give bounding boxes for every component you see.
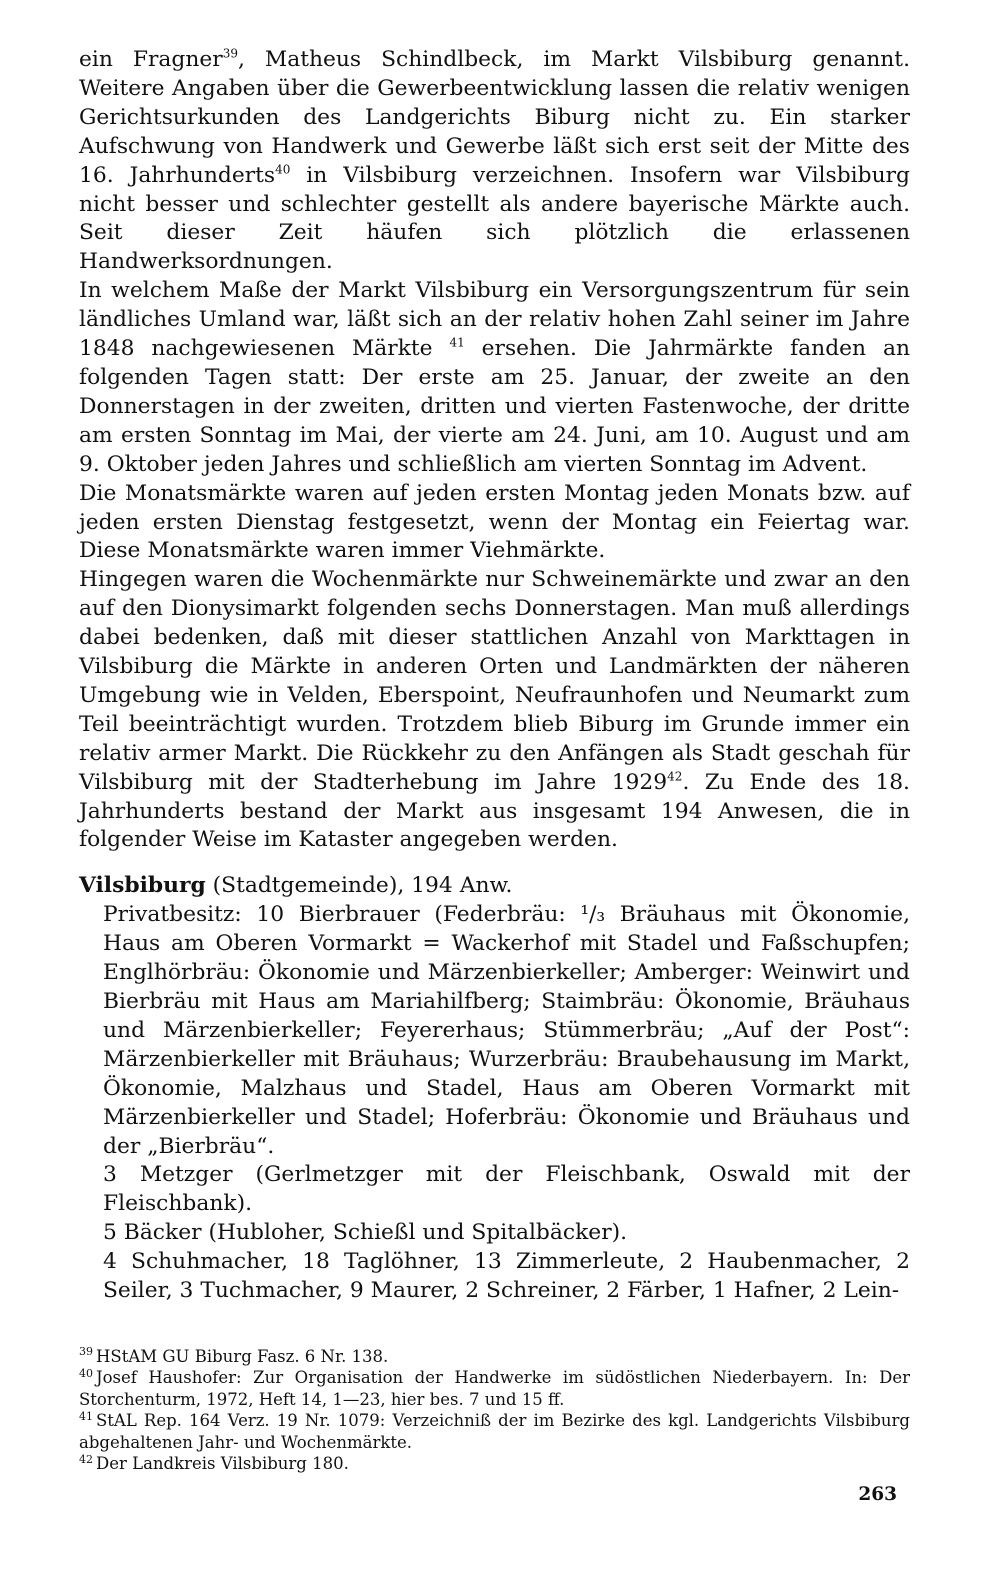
footnote-text: StAL Rep. 164 Verz. 19 Nr. 1079: Verzeichniß der im Bezirke des kgl. Landgerichts Vilsbiburg abgehaltenen Jahr- und Wochenmärkte. bbox=[79, 1411, 910, 1452]
footnote-ref: 41 bbox=[449, 335, 465, 350]
footnote-number: 39 bbox=[79, 1345, 93, 1359]
footnote-text: HStAM GU Biburg Fasz. 6 Nr. 138. bbox=[96, 1346, 389, 1366]
main-text bbox=[79, 46, 910, 1306]
entry-baecker: 5 Bäcker (Hubloher, Schießl und Spitalbäcker). bbox=[103, 1220, 628, 1246]
footnote-39 bbox=[79, 1346, 910, 1367]
footnote-ref: 39 bbox=[222, 46, 238, 61]
paragraph-text: , Matheus Schindlbeck, im Markt Vilsbiburg genannt. Weitere Angaben über die Gewerbeentwicklung lassen die relativ wenigen Gerichtsurkunden des Landgerichts Biburg nicht zu. Ein starker Aufschwung von Handwerk und Gewerbe läßt sich erst seit der Mitte des 16. Jahrhunderts bbox=[79, 47, 910, 188]
footnote-42 bbox=[79, 1453, 910, 1474]
footnote-ref: 42 bbox=[667, 769, 683, 784]
paragraph-2 bbox=[79, 277, 910, 479]
paragraph-1 bbox=[79, 46, 910, 277]
footnote-number: 42 bbox=[79, 1452, 93, 1466]
entry-metzger: 3 Metzger (Gerlmetzger mit der Fleischbank, Oswald mit der Fleischbank). bbox=[103, 1162, 910, 1217]
paragraph-text: ersehen. Die Jahrmärkte fanden an folgenden Tagen statt: Der erste am 25. Januar, der zweite an den Donnerstagen in der zweiten, dritten und vierten Fastenwoche, der dritte am ersten Sonntag im Mai, der vierte am 24. Juni, am 10. August und am 9. Oktober jeden Jahres und schließlich am vierten Sonntag im Advent. bbox=[79, 336, 911, 477]
footnote-40 bbox=[79, 1367, 910, 1410]
paragraph-text: in Vilsbiburg verzeichnen. Insofern war Vilsbiburg nicht besser und schlechter gestellt als andere bayerische Märkte auch. Seit dieser Zeit häufen sich plötzlich die erlassenen Handwerksordnungen. bbox=[79, 162, 911, 275]
footnote-number: 40 bbox=[79, 1366, 93, 1380]
vilsbiburg-heading bbox=[79, 872, 910, 901]
footnote-text: Josef Haushofer: Zur Organisation der Handwerke im südöstlichen Niederbayern. In: Der Storchenturm, 1972, Heft 14, 1—23, hier bes. 7 und 15 ff. bbox=[79, 1368, 910, 1409]
footnote-41 bbox=[79, 1410, 910, 1453]
footnote-number: 41 bbox=[79, 1409, 93, 1423]
page-number: 263 bbox=[858, 1484, 897, 1505]
paragraph-4 bbox=[79, 566, 910, 855]
vilsbiburg-name: Vilsbiburg bbox=[79, 873, 206, 899]
paragraph-text: In welchem Maße der Markt Vilsbiburg ein Versorgungszentrum für sein ländliches Umland war, läßt sich an der relativ hohen Zahl seiner im Jahre 1848 nachgewiesenen Märkte bbox=[79, 278, 910, 362]
vilsbiburg-details: (Stadtgemeinde), 194 Anw. bbox=[205, 873, 513, 899]
paragraph-text: . Zu Ende des 18. Jahrhunderts bestand der Markt aus insgesamt 194 Anwesen, die in folgender Weise im Kataster angegeben werden. bbox=[79, 769, 910, 853]
footnote-text: Der Landkreis Vilsbiburg 180. bbox=[96, 1454, 349, 1473]
paragraph-text: ein Fragner bbox=[79, 47, 223, 72]
entry-privatbesitz: Privatbesitz: 10 Bierbrauer (Federbräu: ¹/₃ Bräuhaus mit Ökonomie, Haus am Oberen Vormarkt = Wackerhof mit Stadel und Faßschupfen; Englhörbräu: Ökonomie und Märzenbierkeller; Amberger: Weinwirt und Bierbräu mit Haus am Mariahilfberg; Staimbräu: Ökonomie, Bräuhaus und Märzenbierkeller; Feyererhaus; Stümmerbräu; „Auf der Post“: Märzenbierkeller mit Bräuhaus; Wurzerbräu: Braubehausung im Markt, Ökonomie, Malzhaus und Stadel, Haus am Oberen Vormarkt mit Märzenbierkeller und Stadel; Hoferbräu: Ökonomie und Bräuhaus und der „Bierbräu“. bbox=[103, 902, 910, 1159]
paragraph-text: Hingegen waren die Wochenmärkte nur Schweinemärkte und zwar an den auf den Dionysimarkt folgenden sechs Donnerstagen. Man muß allerdings dabei bedenken, daß mit dieser stattlichen Anzahl von Markttagen in Vilsbiburg die Märkte in anderen Orten und Landmärkten der näheren Umgebung wie in Velden, Eberspoint, Neufraunhofen und Neumarkt zum Teil beeinträchtigt wurden. Trotzdem blieb Biburg im Grunde immer ein relativ armer Markt. Die Rückkehr zu den Anfängen als Stadt geschah für Vilsbiburg mit der Stadterhebung im Jahre 1929 bbox=[79, 567, 910, 795]
footnote-ref: 40 bbox=[275, 162, 291, 177]
vilsbiburg-entries bbox=[103, 901, 910, 1306]
footnotes bbox=[79, 1346, 910, 1474]
entry-handwerker: 4 Schuhmacher, 18 Taglöhner, 13 Zimmerleute, 2 Haubenmacher, 2 Seiler, 3 Tuchmacher, 9 Maurer, 2 Schreiner, 2 Färber, 1 Hafner, 2 Lein- bbox=[103, 1249, 910, 1304]
paragraph-3: Die Monatsmärkte waren auf jeden ersten Montag jeden Monats bzw. auf jeden ersten Dienstag festgesetzt, wenn der Montag ein Feiertag war. Diese Monatsmärkte waren immer Viehmärkte. bbox=[79, 480, 910, 564]
